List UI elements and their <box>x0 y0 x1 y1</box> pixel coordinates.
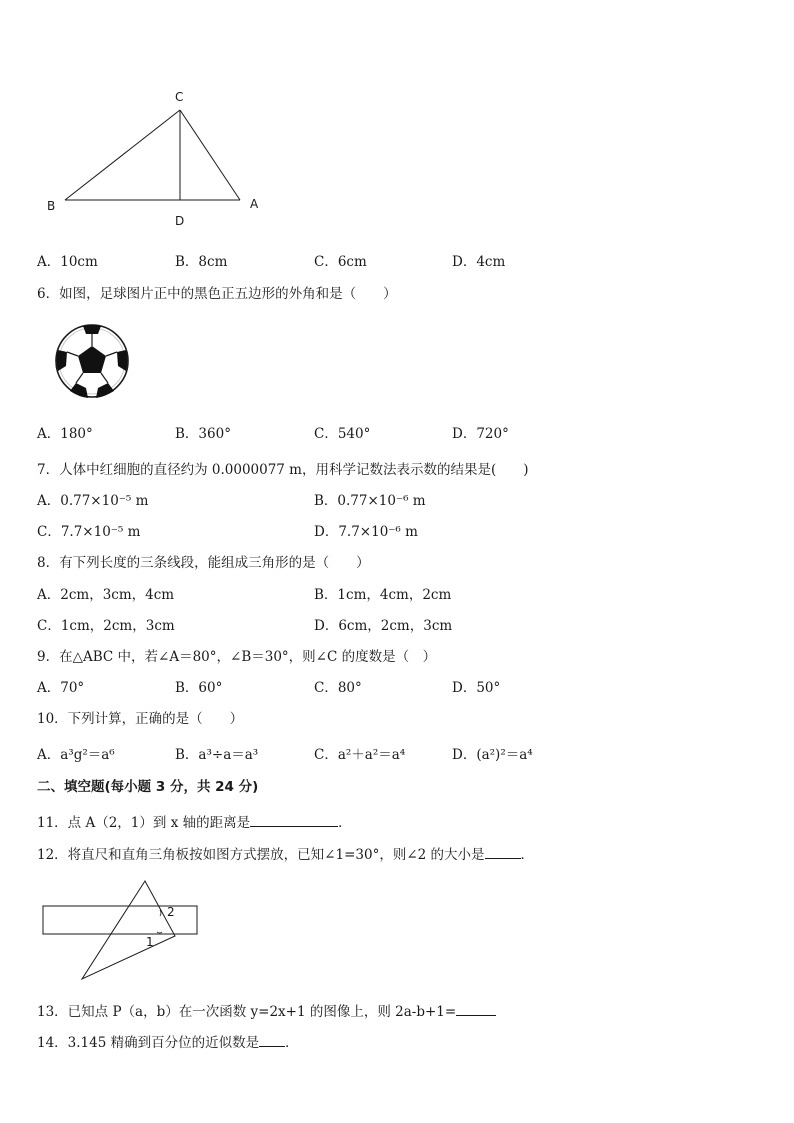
q9-option-c: C．80° <box>314 680 362 696</box>
q14-end: ． <box>285 1035 299 1051</box>
q6-option-a: A．180° <box>37 426 93 442</box>
q12-end: ． <box>520 847 535 863</box>
q11-end: ． <box>338 815 352 831</box>
section-title: 二、填空题(每小题 3 分，共 24 分) <box>37 779 259 795</box>
angle-label-2: 2 <box>167 905 175 919</box>
vertex-label-b: B <box>47 199 56 213</box>
q8-option-b: B．1cm，4cm，2cm <box>314 587 452 603</box>
q5-option-b: B．8cm <box>175 254 228 270</box>
q7-option-c: C．7.7×10⁻⁵ m <box>37 524 141 540</box>
q10-option-c: C．a²＋a²＝a⁴ <box>314 747 406 763</box>
q7-option-a: A．0.77×10⁻⁵ m <box>37 493 149 509</box>
vertex-label-c: C <box>175 90 184 104</box>
q7-option-b: B．0.77×10⁻⁶ m <box>314 493 426 509</box>
q6-stem: 6．如图，足球图片正中的黑色正五边形的外角和是（ ） <box>37 286 397 302</box>
q6-option-b: B．360° <box>175 426 231 442</box>
set-square <box>82 881 175 979</box>
q9-option-b: B．60° <box>175 680 223 696</box>
q11-stem: 11．点 A（2，1）到 x 轴的距离是 <box>37 815 251 831</box>
q8-option-c: C．1cm，2cm，3cm <box>37 618 175 634</box>
q5-option-d: D．4cm <box>452 254 506 270</box>
q6-option-d: D．720° <box>452 426 509 442</box>
q5-option-c: C．6cm <box>314 254 367 270</box>
vertex-label-a: A <box>250 197 259 211</box>
q10-stem: 10．下列计算，正确的是（ ） <box>37 711 244 727</box>
q14-line <box>37 1031 299 1051</box>
q14-answer-blank[interactable] <box>259 1034 285 1047</box>
angle-label-1: 1 <box>146 935 154 949</box>
q6-option-c: C．540° <box>314 426 371 442</box>
q14-stem: 14．3.145 精确到百分位的近似数是 <box>37 1035 260 1051</box>
q5-option-a: A．10cm <box>37 254 98 270</box>
q8-stem: 8．有下列长度的三条线段，能组成三角形的是（ ） <box>37 555 370 571</box>
q13-stem: 13．已知点 P（a，b）在一次函数 y=2x+1 的图像上，则 2a-b+1= <box>37 1004 457 1020</box>
q13-line <box>37 1000 496 1020</box>
q7-option-d: D．7.7×10⁻⁶ m <box>314 524 418 540</box>
q8-option-d: D．6cm，2cm，3cm <box>314 618 453 634</box>
vertex-label-d: D <box>175 214 185 228</box>
q10-option-d: D．(a²)²＝a⁴ <box>452 747 533 763</box>
q7-stem: 7．人体中红细胞的直径约为 0.0000077 m，用科学记数法表示数的结果是( ) <box>37 462 529 478</box>
q8-option-a: A．2cm，3cm，4cm <box>37 587 175 603</box>
q9-stem: 9．在△ABC 中，若∠A＝80°，∠B＝30°，则∠C 的度数是（ ） <box>37 649 437 665</box>
q10-option-a: A．a³g²＝a⁶ <box>37 747 115 763</box>
q9-option-a: A．70° <box>37 680 85 696</box>
q10-option-b: B．a³÷a＝a³ <box>175 747 259 763</box>
q9-option-d: D．50° <box>452 680 501 696</box>
q12-stem: 12．将直尺和直角三角板按如图方式摆放，已知∠1=30°，则∠2 的大小是 <box>37 847 485 863</box>
q13-answer-blank[interactable] <box>456 1003 496 1016</box>
